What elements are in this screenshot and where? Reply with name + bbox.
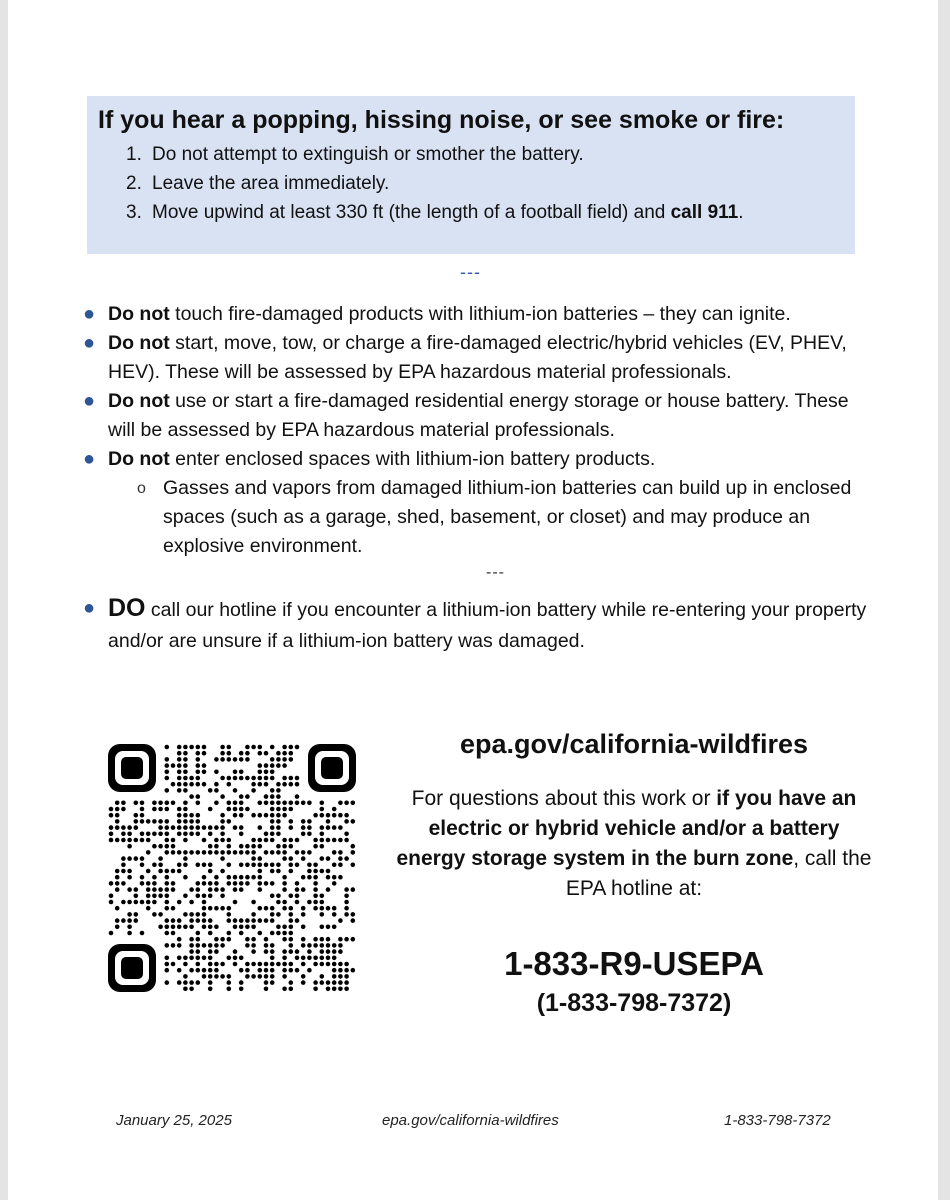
bullet-icon: ● bbox=[83, 390, 96, 412]
callout-steps bbox=[98, 140, 845, 227]
bullet-icon: ● bbox=[83, 332, 96, 354]
callout-step: 2. Leave the area immediately. bbox=[126, 173, 390, 194]
qr-finder-icon bbox=[108, 744, 156, 792]
footer-date: January 25, 2025 bbox=[116, 1112, 232, 1129]
callout-step: 3. Move upwind at least 330 ft (the length of a football field) and call 911. bbox=[126, 202, 744, 223]
list-item: ● Do not use or start a fire-damaged residential energy storage or house battery. These will be assessed by EPA hazardous material professionals. bbox=[80, 387, 870, 445]
contact-info bbox=[394, 722, 874, 1020]
callout-step: 1. Do not attempt to extinguish or smother the battery. bbox=[126, 144, 584, 165]
callout-title: If you hear a popping, hissing noise, or see smoke or fire: bbox=[98, 106, 785, 134]
sub-list-item: o Gasses and vapors from damaged lithium-ion batteries can build up in enclosed spaces (such as a garage, shed, basement, or closet) and may produce an explosive environment. bbox=[80, 474, 870, 561]
safety-bullet-list bbox=[80, 300, 870, 657]
list-item: ● Do not touch fire-damaged products with lithium-ion batteries – they can ignite. bbox=[80, 300, 870, 329]
contact-description: For questions about this work or if you have an electric or hybrid vehicle and/or a battery energy storage system in the burn zone, call the EPA hotline at: bbox=[396, 787, 872, 900]
warning-callout bbox=[87, 96, 855, 254]
qr-finder-icon bbox=[108, 944, 156, 992]
section-separator: --- bbox=[486, 564, 505, 581]
qr-finder-icon bbox=[308, 744, 356, 792]
qr-code[interactable] bbox=[108, 744, 356, 992]
hotline-numeric[interactable]: (1-833-798-7372) bbox=[536, 989, 732, 1017]
list-item: ● DO call our hotline if you encounter a lithium-ion battery while re-entering your property and/or are unsure if a lithium-ion battery was damaged. bbox=[83, 594, 867, 652]
footer-url[interactable]: epa.gov/california-wildfires bbox=[382, 1112, 559, 1129]
section-separator: --- bbox=[460, 262, 481, 282]
hollow-bullet-icon: o bbox=[137, 480, 146, 497]
list-item: ● Do not start, move, tow, or charge a fire-damaged electric/hybrid vehicles (EV, PHEV, HEV). These will be assessed by EPA hazardous material professionals. bbox=[80, 329, 870, 387]
list-item: ● Do not enter enclosed spaces with lithium-ion battery products. bbox=[80, 445, 870, 474]
footer-phone: 1-833-798-7372 bbox=[724, 1112, 831, 1129]
hotline-number[interactable]: 1-833-R9-USEPA bbox=[504, 945, 764, 982]
bullet-icon: ● bbox=[83, 448, 96, 470]
bullet-icon: ● bbox=[83, 597, 96, 619]
bullet-icon: ● bbox=[83, 303, 96, 325]
website-link[interactable]: epa.gov/california-wildfires bbox=[459, 729, 809, 759]
